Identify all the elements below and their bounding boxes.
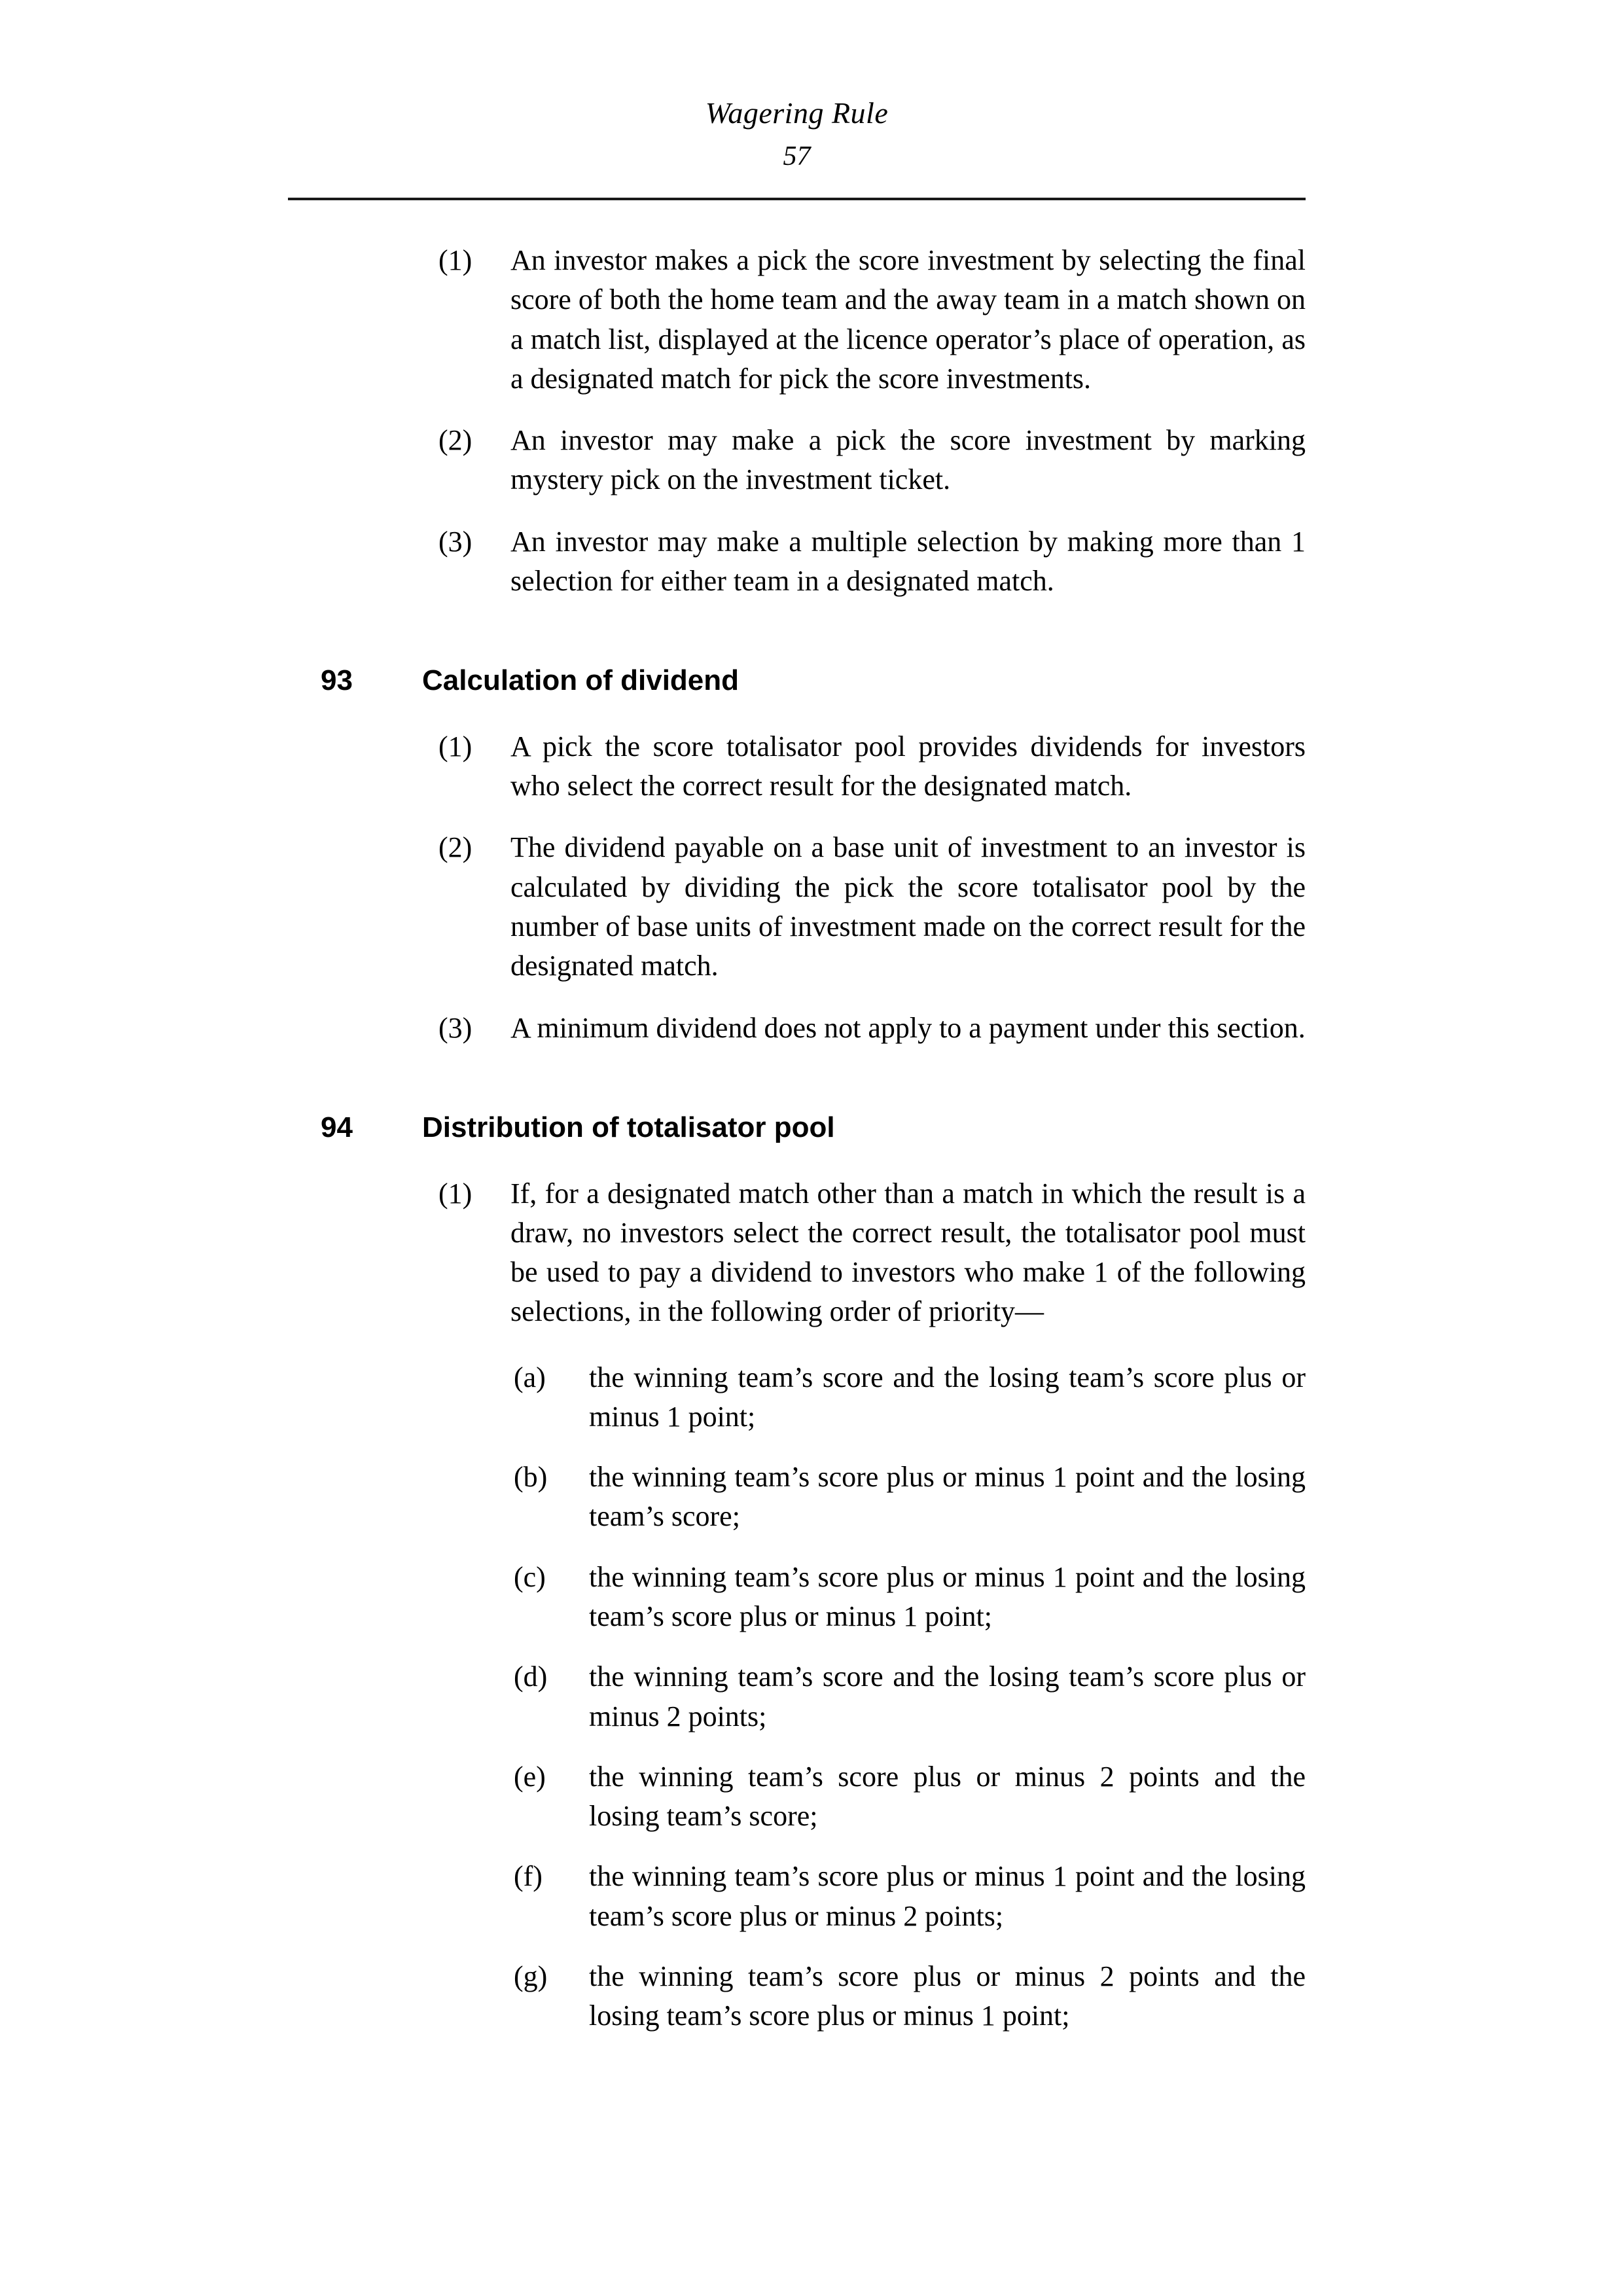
clause-marker: (1) <box>438 730 473 762</box>
paragraph-text: the winning team’s score plus or minus 1 point and the losing team’s score plus or minus 2 points; <box>589 1860 1306 1932</box>
list-item <box>288 1458 1306 1537</box>
paragraph-text: the winning team’s score plus or minus 2 points and the losing team’s score; <box>589 1760 1306 1833</box>
clause-text: If, for a designated match other than a match in which the result is a draw, no investors select the correct result, the totalisator pool must be used to pay a dividend to investors who make 1 of the following selections, in the following order of priority— <box>510 1177 1306 1328</box>
paragraph-text: the winning team’s score plus or minus 1 point and the losing team’s score plus or minus 1 point; <box>589 1560 1306 1632</box>
paragraph-text: the winning team’s score and the losing team’s score plus or minus 1 point; <box>589 1361 1306 1433</box>
paragraph-marker: (a) <box>514 1361 546 1393</box>
document-body <box>288 241 1306 2036</box>
list-item <box>288 1757 1306 1837</box>
section-title: Calculation of dividend <box>422 664 740 697</box>
clause <box>288 727 1306 806</box>
clause-text: The dividend payable on a base unit of investment to an investor is calculated by dividing the pick the score totalisator pool by the number of base units of investment made on the correct result for the designated match. <box>510 831 1306 982</box>
clause-marker: (2) <box>438 424 473 457</box>
list-item <box>288 1857 1306 1936</box>
list-item <box>288 1957 1306 2036</box>
clause <box>288 522 1306 601</box>
paragraph-marker: (g) <box>514 1960 548 1992</box>
clause-marker: (1) <box>438 244 473 276</box>
clause-marker: (3) <box>438 525 473 558</box>
clause-text: A pick the score totalisator pool provides dividends for investors who select the correct result for the designated match. <box>510 730 1306 802</box>
paragraph-marker: (b) <box>514 1461 548 1494</box>
clause-text: An investor may make a pick the score investment by marking mystery pick on the investment ticket. <box>510 424 1306 496</box>
clause-text: An investor makes a pick the score investment by selecting the final score of both the home team and the away team in a match shown on a match list, displayed at the licence operator’s place of operation, as a designated match for pick the score investments. <box>510 244 1306 395</box>
clause-text: A minimum dividend does not apply to a payment under this section. <box>510 1011 1306 1044</box>
list-item <box>288 1657 1306 1736</box>
paragraph-marker: (f) <box>514 1860 543 1893</box>
clause-marker: (2) <box>438 831 473 864</box>
paragraph-text: the winning team’s score and the losing team’s score plus or minus 2 points; <box>589 1660 1306 1732</box>
page-number: 57 <box>783 141 811 171</box>
clause <box>288 241 1306 399</box>
section-number: 93 <box>321 664 353 697</box>
section-number: 94 <box>321 1111 353 1143</box>
clause <box>288 828 1306 986</box>
clause <box>288 1174 1306 1332</box>
clause-marker: (1) <box>438 1177 473 1210</box>
paragraph-marker: (e) <box>514 1760 546 1793</box>
section-title: Distribution of totalisator pool <box>422 1111 835 1143</box>
clause <box>288 421 1306 500</box>
running-header <box>288 0 1306 170</box>
clause-text: An investor may make a multiple selection by making more than 1 selection for either team in a designated match. <box>510 525 1306 597</box>
header-divider <box>288 198 1306 200</box>
list-item <box>288 1558 1306 1637</box>
clause-marker: (3) <box>438 1011 473 1044</box>
paragraph-marker: (c) <box>514 1560 546 1593</box>
section-heading-94 <box>288 1111 1306 1145</box>
list-item <box>288 1358 1306 1437</box>
document-title: Wagering Rule <box>705 96 889 130</box>
clause <box>288 1009 1306 1048</box>
section-heading-93 <box>288 664 1306 698</box>
paragraph-text: the winning team’s score plus or minus 1 point and the losing team’s score; <box>589 1461 1306 1533</box>
document-page <box>288 0 1306 2296</box>
paragraph-text: the winning team’s score plus or minus 2 points and the losing team’s score plus or minus 1 point; <box>589 1960 1306 2032</box>
paragraph-marker: (d) <box>514 1660 548 1693</box>
